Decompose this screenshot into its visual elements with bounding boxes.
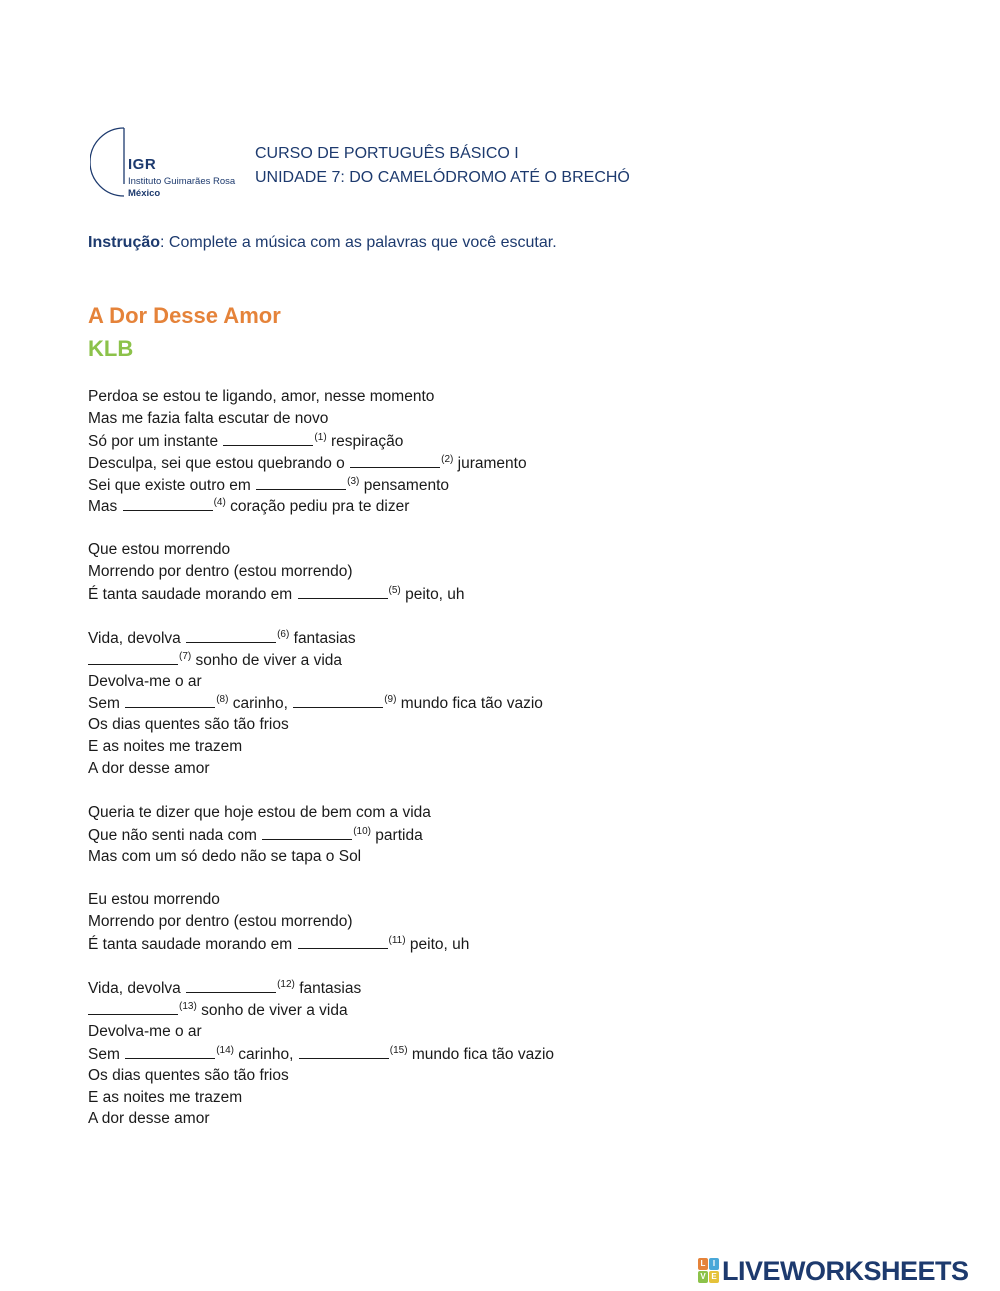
lyric-text: juramento <box>453 454 527 472</box>
lyric-line <box>88 386 728 408</box>
lyric-line <box>88 1087 728 1109</box>
blank-12[interactable] <box>186 977 276 993</box>
lyric-text: Devolva-me o ar <box>88 1022 202 1040</box>
igr-logo-icon <box>90 124 130 204</box>
lyric-text: Os dias quentes são tão frios <box>88 716 289 734</box>
lyric-line <box>88 627 728 649</box>
lyric-text: É tanta saudade morando em <box>88 936 297 954</box>
course-heading <box>255 142 630 190</box>
lyric-text: Perdoa se estou te ligando, amor, nesse momento <box>88 388 435 405</box>
lyric-text: E as noites me trazem <box>88 1088 243 1106</box>
lyric-line <box>88 561 728 583</box>
lyric-text: mundo fica tão vazio <box>407 1045 555 1063</box>
lyric-text: Sei que existe outro em <box>88 476 256 494</box>
lyric-text: Morrendo por dentro (estou morrendo) <box>88 913 353 931</box>
badge-letter: E <box>709 1271 719 1283</box>
lyric-line <box>88 911 728 933</box>
blank-6[interactable] <box>186 627 276 643</box>
lyric-line <box>88 692 728 714</box>
blank-10[interactable] <box>262 824 352 840</box>
lyric-line <box>88 889 728 911</box>
blank-13[interactable] <box>88 999 178 1015</box>
lyric-line <box>88 1108 728 1130</box>
stanza-1 <box>88 386 728 517</box>
blank-14[interactable] <box>125 1043 215 1059</box>
blank-11[interactable] <box>298 933 388 949</box>
lyric-text: partida <box>371 826 423 844</box>
blank-3[interactable] <box>256 474 346 490</box>
lyric-line <box>88 583 728 605</box>
blank-5[interactable] <box>298 583 388 599</box>
lyric-text: sonho de viver a vida <box>191 651 343 669</box>
lyric-text: Que estou morrendo <box>88 541 231 559</box>
lyric-line <box>88 933 728 955</box>
lyric-line <box>88 977 728 999</box>
blank-2[interactable] <box>350 452 440 468</box>
lyric-text: coração pediu pra te dizer <box>225 498 410 516</box>
lyric-text: sonho de viver a vida <box>196 1001 348 1019</box>
blank-number: (7) <box>179 650 192 662</box>
blank-15[interactable] <box>299 1043 389 1059</box>
lyric-line <box>88 474 728 496</box>
badge-letter: V <box>698 1271 708 1283</box>
lyric-line <box>88 539 728 561</box>
lyric-text: Morrendo por dentro (estou morrendo) <box>88 563 353 581</box>
lyric-text: E as noites me trazem <box>88 738 243 756</box>
lyric-text: A dor desse amor <box>88 1110 210 1128</box>
lyric-text: Vida, devolva <box>88 629 186 647</box>
lyric-line <box>88 408 728 430</box>
song-title: A Dor Desse Amor <box>88 303 281 328</box>
lyric-text: Sem <box>88 1045 125 1063</box>
lyric-line <box>88 649 728 671</box>
lyric-text: carinho, <box>233 1045 298 1063</box>
lyric-text: pensamento <box>359 476 450 494</box>
igr-logo <box>90 124 250 204</box>
blank-number: (11) <box>388 935 406 947</box>
lyric-line <box>88 452 728 474</box>
blank-number: (14) <box>216 1044 234 1056</box>
lyric-line <box>88 802 728 824</box>
blank-9[interactable] <box>293 692 383 708</box>
blank-1[interactable] <box>223 430 313 446</box>
lyric-line <box>88 824 728 846</box>
unit-title: UNIDADE 7: DO CAMELÓDROMO ATÉ O BRECHÓ <box>255 169 630 186</box>
liveworksheets-badge-icon <box>698 1258 720 1284</box>
stanza-6 <box>88 977 728 1130</box>
logo-abbr: IGR <box>128 156 157 173</box>
lyric-text: Devolva-me o ar <box>88 672 202 690</box>
lyric-line <box>88 714 728 736</box>
song-artist: KLB <box>88 336 134 361</box>
blank-number: (8) <box>216 694 229 706</box>
blank-number: (9) <box>384 694 397 706</box>
lyric-text: É tanta saudade morando em <box>88 586 297 604</box>
lyric-text: Mas me fazia falta escutar de novo <box>88 409 329 427</box>
blank-number: (15) <box>389 1044 408 1056</box>
blank-number: (5) <box>388 585 401 597</box>
stanza-3 <box>88 627 728 780</box>
lyric-text: Mas <box>88 498 122 516</box>
lyric-text: Vida, devolva <box>88 980 186 998</box>
logo-country: México <box>128 188 161 199</box>
lyric-line <box>88 999 728 1021</box>
lyric-text: peito, uh <box>400 586 465 604</box>
lyric-line <box>88 671 728 693</box>
lyric-text: peito, uh <box>405 936 470 954</box>
liveworksheets-wordmark: LIVEWORKSHEETS <box>722 1256 969 1286</box>
instruction <box>88 234 557 252</box>
blank-number: (3) <box>347 475 360 487</box>
lyric-line <box>88 1021 728 1043</box>
blank-number: (13) <box>179 1000 197 1012</box>
lyric-text: mundo fica tão vazio <box>396 695 543 713</box>
badge-letter: I <box>709 1258 719 1270</box>
lyric-text: respiração <box>326 432 404 450</box>
stanza-4 <box>88 802 728 868</box>
instruction-text: : Complete a música com as palavras que você escutar. <box>160 234 557 251</box>
course-title: CURSO DE PORTUGUÊS BÁSICO I <box>255 145 519 162</box>
blank-number: (4) <box>213 497 226 509</box>
instruction-label: Instrução <box>88 234 161 251</box>
logo-institute-name: Instituto Guimarães Rosa <box>128 176 236 187</box>
lyric-text: Sem <box>88 695 125 713</box>
blank-number: (12) <box>277 979 295 991</box>
stanza-5 <box>88 889 728 955</box>
lyric-line <box>88 430 728 452</box>
lyric-text: Desculpa, sei que estou quebrando o <box>88 454 350 472</box>
stanza-2 <box>88 539 728 605</box>
blank-number: (6) <box>277 628 290 640</box>
lyric-text: Eu estou morrendo <box>88 891 220 909</box>
lyric-text: Queria te dizer que hoje estou de bem com a vida <box>88 803 431 821</box>
blank-4[interactable] <box>123 495 213 511</box>
blank-7[interactable] <box>88 649 178 665</box>
blank-8[interactable] <box>125 692 215 708</box>
lyric-text: fantasias <box>289 629 356 647</box>
lyric-line <box>88 1065 728 1087</box>
lyric-text: fantasias <box>294 980 362 998</box>
lyric-line <box>88 736 728 758</box>
lyric-text: A dor desse amor <box>88 760 210 778</box>
lyric-text: Os dias quentes são tão frios <box>88 1066 289 1084</box>
badge-letter: L <box>698 1258 708 1270</box>
lyric-line <box>88 846 728 868</box>
blank-number: (1) <box>314 431 327 443</box>
lyric-text: Mas com um só dedo não se tapa o Sol <box>88 847 362 865</box>
lyrics <box>88 386 728 1152</box>
lyric-line <box>88 1043 728 1065</box>
lyric-line <box>88 758 728 780</box>
lyric-text: Só por um instante <box>88 432 223 450</box>
lyric-line <box>88 495 728 517</box>
lyric-text: Que não senti nada com <box>88 826 262 844</box>
lyric-text: carinho, <box>228 695 293 713</box>
blank-number: (10) <box>353 825 371 837</box>
blank-number: (2) <box>441 453 454 465</box>
